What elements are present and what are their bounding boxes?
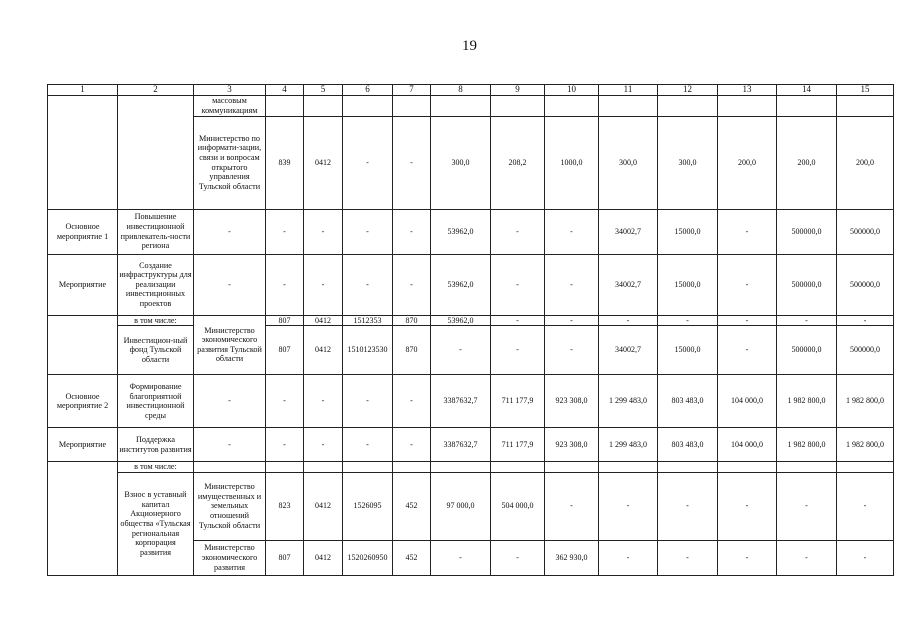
cell: 208,2 (491, 116, 545, 209)
cell: 1000,0 (545, 116, 599, 209)
table-row (48, 315, 894, 326)
cell: - (194, 375, 266, 428)
cell: - (194, 254, 266, 315)
cell: - (393, 209, 431, 254)
cell: - (393, 375, 431, 428)
cell: 0412 (304, 116, 343, 209)
cell: 1510123530 (343, 326, 393, 375)
cell (777, 95, 837, 116)
cell: - (266, 375, 304, 428)
cell: - (491, 326, 545, 375)
column-header: 1 (48, 85, 118, 96)
cell: 923 308,0 (545, 428, 599, 462)
cell: 923 308,0 (545, 375, 599, 428)
cell: 500000,0 (777, 254, 837, 315)
page-number: 19 (462, 38, 477, 54)
cell: 0412 (304, 472, 343, 540)
cell: Министерство экономического развития (194, 540, 266, 575)
cell: Мероприятие (48, 428, 118, 462)
cell: - (777, 472, 837, 540)
cell: - (266, 209, 304, 254)
column-header: 13 (718, 85, 777, 96)
cell (343, 95, 393, 116)
cell: - (194, 209, 266, 254)
cell: 200,0 (718, 116, 777, 209)
cell: - (718, 315, 777, 326)
cell: Основное мероприятие 2 (48, 375, 118, 428)
cell: 1 982 800,0 (777, 375, 837, 428)
cell: 1 982 800,0 (837, 375, 894, 428)
cell: - (491, 254, 545, 315)
cell: Создание инфраструктуры для реализации инвестиционных проектов (118, 254, 194, 315)
cell: - (777, 540, 837, 575)
cell: - (431, 540, 491, 575)
cell: - (599, 315, 658, 326)
cell (343, 462, 393, 473)
cell: Взнос в уставный капитал Акционерного общества «Тульская региональная корпорация развития (118, 472, 194, 575)
column-header: 15 (837, 85, 894, 96)
cell: 34002,7 (599, 326, 658, 375)
cell: 807 (266, 315, 304, 326)
cell (658, 95, 718, 116)
cell: 300,0 (431, 116, 491, 209)
cell: 104 000,0 (718, 375, 777, 428)
table-row (48, 472, 894, 540)
cell: 711 177,9 (491, 375, 545, 428)
cell (599, 462, 658, 473)
cell: 1520260950 (343, 540, 393, 575)
cell: 200,0 (777, 116, 837, 209)
cell (431, 462, 491, 473)
cell (266, 95, 304, 116)
cell: 504 000,0 (491, 472, 545, 540)
cell: - (491, 540, 545, 575)
cell: - (599, 540, 658, 575)
cell: 34002,7 (599, 209, 658, 254)
column-header: 12 (658, 85, 718, 96)
cell: Повышение инвестиционной привлекатель-ности региона (118, 209, 194, 254)
cell: 104 000,0 (718, 428, 777, 462)
cell: 3387632,7 (431, 375, 491, 428)
cell: Министерство по информати-зации, связи и вопросам открытого управления Тульской области (194, 116, 266, 209)
cell: Министерство имущественных и земельных отношений Тульской области (194, 472, 266, 540)
cell: - (304, 209, 343, 254)
cell: 0412 (304, 540, 343, 575)
cell: - (658, 315, 718, 326)
column-header: 10 (545, 85, 599, 96)
column-header: 11 (599, 85, 658, 96)
cell: - (545, 326, 599, 375)
cell: - (599, 472, 658, 540)
cell: - (393, 428, 431, 462)
table-row (48, 326, 894, 375)
cell: 807 (266, 326, 304, 375)
cell: 1 299 483,0 (599, 428, 658, 462)
cell (545, 462, 599, 473)
cell (304, 95, 343, 116)
cell: Основное мероприятие 1 (48, 209, 118, 254)
cell: 1 982 800,0 (837, 428, 894, 462)
cell: в том числе: (118, 315, 194, 326)
cell (599, 95, 658, 116)
cell (194, 462, 266, 473)
cell (718, 462, 777, 473)
cell: 300,0 (599, 116, 658, 209)
cell (491, 462, 545, 473)
cell: 1 299 483,0 (599, 375, 658, 428)
cell: Министерство экономического развития Тульской области (194, 315, 266, 375)
cell: - (304, 375, 343, 428)
cell: - (304, 428, 343, 462)
cell: - (393, 254, 431, 315)
cell: Инвестицион-ный фонд Тульской области (118, 326, 194, 375)
cell: 15000,0 (658, 326, 718, 375)
cell (393, 95, 431, 116)
cell: 807 (266, 540, 304, 575)
cell (431, 95, 491, 116)
cell (658, 462, 718, 473)
column-header: 2 (118, 85, 194, 96)
table-row (48, 95, 894, 116)
cell: - (658, 472, 718, 540)
cell: - (718, 254, 777, 315)
cell: 34002,7 (599, 254, 658, 315)
cell: 1 982 800,0 (777, 428, 837, 462)
cell: Поддержка институтов развития (118, 428, 194, 462)
cell: - (194, 428, 266, 462)
cell: - (837, 472, 894, 540)
cell: 300,0 (658, 116, 718, 209)
cell: - (266, 254, 304, 315)
cell: 362 930,0 (545, 540, 599, 575)
cell: - (545, 472, 599, 540)
cell: 3387632,7 (431, 428, 491, 462)
column-header: 8 (431, 85, 491, 96)
cell: 53962,0 (431, 209, 491, 254)
cell: - (718, 326, 777, 375)
cell: - (304, 254, 343, 315)
cell: 452 (393, 540, 431, 575)
column-header: 7 (393, 85, 431, 96)
cell: 500000,0 (837, 254, 894, 315)
cell: 803 483,0 (658, 428, 718, 462)
column-header: 3 (194, 85, 266, 96)
cell: Мероприятие (48, 254, 118, 315)
column-header: 4 (266, 85, 304, 96)
table-row (48, 254, 894, 315)
cell: - (545, 209, 599, 254)
cell: 53962,0 (431, 315, 491, 326)
cell (393, 462, 431, 473)
cell (837, 95, 894, 116)
cell: 53962,0 (431, 254, 491, 315)
cell: 711 177,9 (491, 428, 545, 462)
cell: 803 483,0 (658, 375, 718, 428)
cell: 500000,0 (837, 209, 894, 254)
cell: 97 000,0 (431, 472, 491, 540)
cell: 500000,0 (837, 326, 894, 375)
table-row (48, 375, 894, 428)
cell: - (343, 254, 393, 315)
cell: массовым коммуникациям (194, 95, 266, 116)
cell: - (777, 315, 837, 326)
cell: - (718, 472, 777, 540)
cell: 1526095 (343, 472, 393, 540)
cell: 15000,0 (658, 254, 718, 315)
cell: - (343, 428, 393, 462)
cell: Формирование благоприятной инвестиционной среды (118, 375, 194, 428)
cell (837, 462, 894, 473)
cell: - (837, 540, 894, 575)
column-header: 9 (491, 85, 545, 96)
cell (491, 95, 545, 116)
cell: 1512353 (343, 315, 393, 326)
cell: - (343, 209, 393, 254)
cell: - (491, 315, 545, 326)
column-header: 6 (343, 85, 393, 96)
cell: - (343, 116, 393, 209)
cell: 500000,0 (777, 209, 837, 254)
cell (777, 462, 837, 473)
column-header: 14 (777, 85, 837, 96)
cell: - (545, 315, 599, 326)
cell: - (837, 315, 894, 326)
cell: - (431, 326, 491, 375)
cell (266, 462, 304, 473)
cell (118, 95, 194, 209)
cell: в том числе: (118, 462, 194, 473)
cell: - (266, 428, 304, 462)
cell: - (658, 540, 718, 575)
cell: 0412 (304, 326, 343, 375)
cell (48, 95, 118, 209)
cell: - (718, 209, 777, 254)
cell: 452 (393, 472, 431, 540)
cell: - (393, 116, 431, 209)
cell (545, 95, 599, 116)
cell (304, 462, 343, 473)
table-row (48, 209, 894, 254)
cell: - (491, 209, 545, 254)
cell: 823 (266, 472, 304, 540)
cell: - (718, 540, 777, 575)
cell: - (545, 254, 599, 315)
cell: 870 (393, 326, 431, 375)
cell: - (343, 375, 393, 428)
cell (48, 315, 118, 375)
table-row (48, 428, 894, 462)
cell: 500000,0 (777, 326, 837, 375)
cell: 15000,0 (658, 209, 718, 254)
table-header-row (48, 85, 894, 96)
cell: 839 (266, 116, 304, 209)
budget-table (47, 84, 894, 576)
column-header: 5 (304, 85, 343, 96)
cell (718, 95, 777, 116)
cell: 870 (393, 315, 431, 326)
table-row (48, 462, 894, 473)
cell (48, 462, 118, 576)
cell: 200,0 (837, 116, 894, 209)
cell: 0412 (304, 315, 343, 326)
